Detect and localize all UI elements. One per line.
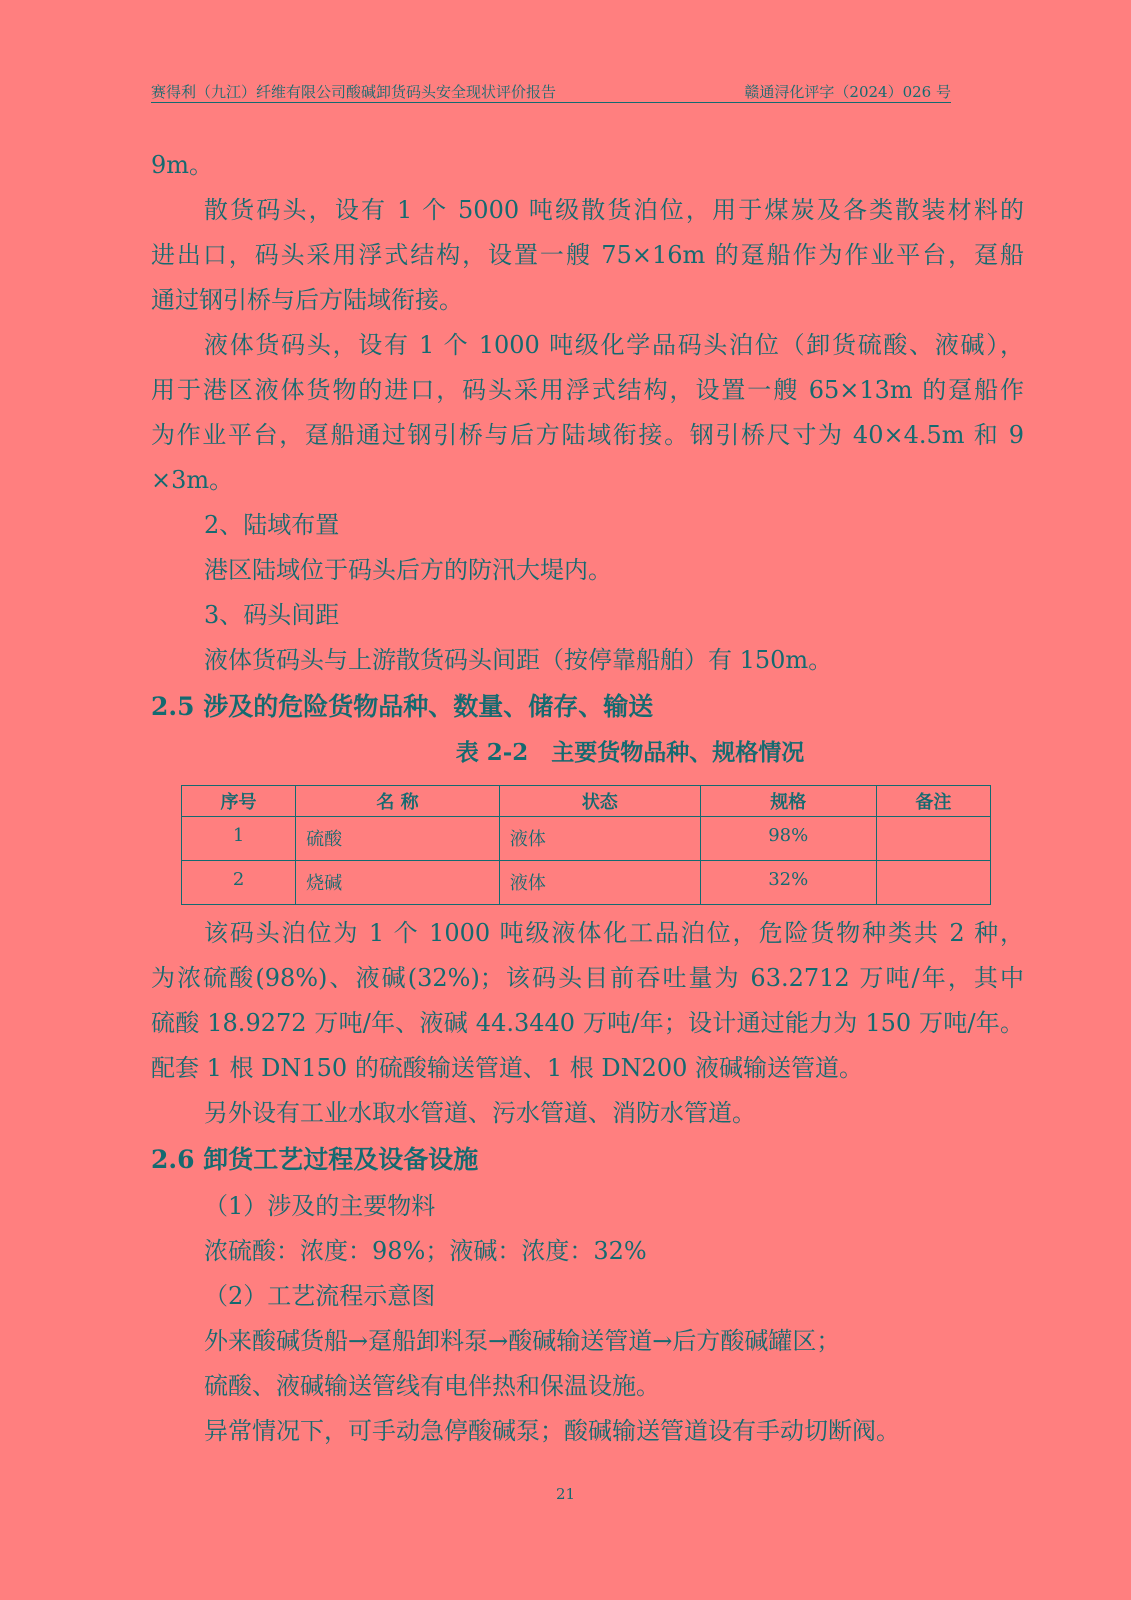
cell-remark (876, 861, 990, 905)
body-paragraph: 另外设有工业水取水管道、污水管道、消防水管道。 (204, 1099, 756, 1127)
cell-name: 烧碱 (296, 861, 500, 905)
column-header: 序号 (182, 786, 296, 817)
body-paragraph: 为浓硫酸(98%)、液碱(32%)；该码头目前吞吐量为 63.2712 万吨/年，其中 (151, 964, 1024, 992)
body-paragraph: 港区陆域位于码头后方的防汛大堤内。 (204, 556, 612, 584)
body-paragraph: 液体货码头，设有 1 个 1000 吨级化学品码头泊位（卸货硫酸、液碱）， (204, 331, 1024, 359)
page-number: 21 (555, 1485, 576, 1503)
body-paragraph: 配套 1 根 DN150 的硫酸输送管道、1 根 DN200 液碱输送管道。 (151, 1054, 864, 1082)
body-paragraph: 通过钢引桥与后方陆域衔接。 (151, 286, 463, 314)
column-header: 状态 (499, 786, 700, 817)
body-paragraph: 进出口，码头采用浮式结构，设置一艘 75×16m 的趸船作为作业平台，趸船 (151, 241, 1024, 269)
goods-table (181, 785, 991, 905)
column-header: 规格 (700, 786, 876, 817)
body-paragraph: 异常情况下，可手动急停酸碱泵；酸碱输送管道设有手动切断阀。 (204, 1417, 900, 1445)
column-header: 名 称 (296, 786, 500, 817)
column-header: 备注 (876, 786, 990, 817)
body-paragraph: 该码头泊位为 1 个 1000 吨级液体化工品泊位，危险货物种类共 2 种， (204, 919, 1024, 947)
body-paragraph: 硫酸、液碱输送管线有电伴热和保温设施。 (204, 1372, 660, 1400)
body-paragraph: 9m。 (151, 151, 214, 179)
body-paragraph: 用于港区液体货物的进口，码头采用浮式结构，设置一艘 65×13m 的趸船作 (151, 376, 1024, 404)
body-paragraph: 为作业平台，趸船通过钢引桥与后方陆域衔接。钢引桥尺寸为 40×4.5m 和 9 (151, 421, 1024, 449)
table-row (182, 861, 991, 905)
page-content (151, 143, 1024, 1454)
table-row (182, 817, 991, 861)
table-title: 表 2-2 主要货物品种、规格情况 (455, 739, 805, 766)
section-heading-2-6: 2.6 卸货工艺过程及设备设施 (151, 1145, 479, 1174)
cell-name: 硫酸 (296, 817, 500, 861)
cell-spec: 98% (700, 817, 876, 861)
cell-state: 液体 (499, 817, 700, 861)
body-paragraph: 散货码头，设有 1 个 5000 吨级散货泊位，用于煤炭及各类散装材料的 (204, 196, 1024, 224)
section-heading-2-5: 2.5 涉及的危险货物品种、数量、储存、输送 (151, 692, 654, 721)
cell-index: 2 (182, 861, 296, 905)
body-paragraph: 浓硫酸：浓度：98%；液碱：浓度：32% (204, 1237, 647, 1265)
subheading: （2）工艺流程示意图 (204, 1282, 436, 1310)
subheading: 3、码头间距 (204, 601, 340, 629)
body-paragraph: 液体货码头与上游散货码头间距（按停靠船舶）有 150m。 (204, 646, 833, 674)
cell-spec: 32% (700, 861, 876, 905)
page-header (151, 80, 951, 103)
body-paragraph: 外来酸碱货船→趸船卸料泵→酸碱输送管道→后方酸碱罐区； (204, 1327, 841, 1355)
subheading: 2、陆域布置 (204, 511, 340, 539)
header-report-number: 赣通浔化评字（2024）026 号 (744, 83, 951, 101)
cell-remark (876, 817, 990, 861)
body-paragraph: ×3m。 (151, 466, 234, 494)
table-header-row (182, 786, 991, 817)
header-report-title: 赛得利（九江）纤维有限公司酸碱卸货码头安全现状评价报告 (151, 83, 557, 101)
body-paragraph: 硫酸 18.9272 万吨/年、液碱 44.3440 万吨/年；设计通过能力为 150 万吨/年。 (151, 1009, 1024, 1037)
subheading: （1）涉及的主要物料 (204, 1192, 436, 1220)
cell-state: 液体 (499, 861, 700, 905)
cell-index: 1 (182, 817, 296, 861)
